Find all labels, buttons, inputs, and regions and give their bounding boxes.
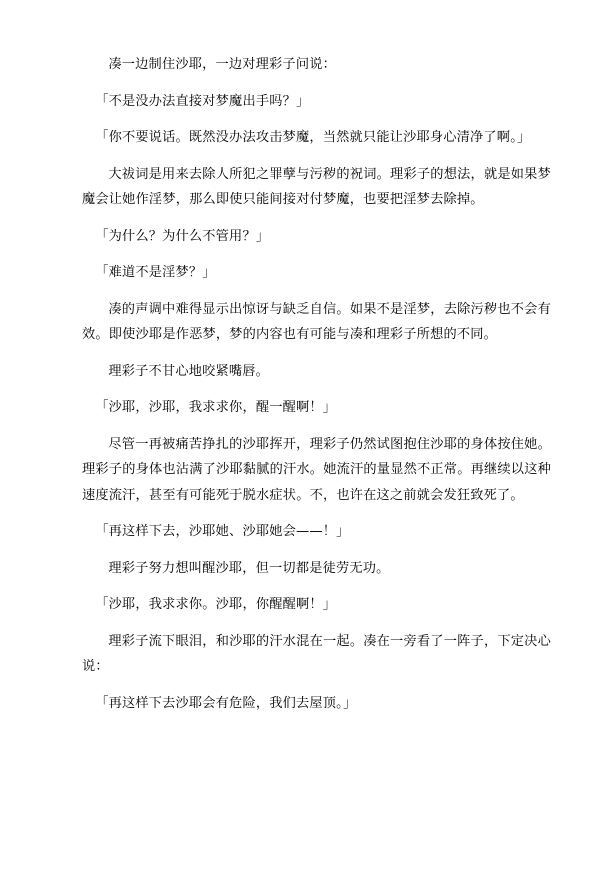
paragraph: 理彩子不甘心地咬紧嘴唇。 bbox=[108, 363, 270, 379]
paragraph: 「沙耶，我求求你。沙耶，你醒醒啊！」 bbox=[95, 597, 337, 612]
paragraph: 大祓词是用来去除人所犯之罪孽与污秽的祝词。理彩子的想法，就是如果梦魔会让她作淫梦，那么即使只能间接对付梦魔，也要把淫梦去除掉。 bbox=[82, 166, 551, 207]
paragraph: 「不是没办法直接对梦魔出手吗？」 bbox=[95, 93, 310, 109]
paragraph: 凑一边制住沙耶，一边对理彩子问说： bbox=[108, 57, 336, 72]
paragraph: 理彩子流下眼泪，和沙耶的汗水混在一起。凑在一旁看了一阵子，下定决心说： bbox=[82, 633, 551, 674]
paragraph: 「再这样下去沙耶会有危险，我们去屋顶。」 bbox=[95, 695, 357, 711]
paragraph: 「难道不是淫梦？」 bbox=[95, 265, 216, 280]
paragraph: 理彩子努力想叫醒沙耶，但一切都是徒劳无功。 bbox=[108, 560, 390, 576]
paragraph: 「沙耶，沙耶，我求求你，醒一醒啊！」 bbox=[95, 400, 337, 415]
paragraph: 「为什么？为什么不管用？」 bbox=[95, 228, 270, 244]
paragraph: 凑的声调中难得显示出惊讶与缺乏自信。如果不是淫梦，去除污秽也不会有效。即使沙耶是作恶梦，梦的内容也有可能与凑和理彩子所想的不同。 bbox=[82, 301, 551, 342]
document-body bbox=[82, 52, 551, 716]
paragraph: 「再这样下去，沙耶她、沙耶她会——！」 bbox=[95, 524, 350, 539]
paragraph: 「你不要说话。既然没办法攻击梦魔，当然就只能让沙耶身心清净了啊。」 bbox=[95, 130, 531, 145]
paragraph: 尽管一再被痛苦挣扎的沙耶挥开，理彩子仍然试图抱住沙耶的身体按住她。理彩子的身体也沾满了沙耶黏腻的汗水。她流汗的量显然不正常。再继续以这种速度流汗，甚至有可能死于脱水症状。不，也许在这之前就会发狂致死了。 bbox=[82, 436, 551, 503]
